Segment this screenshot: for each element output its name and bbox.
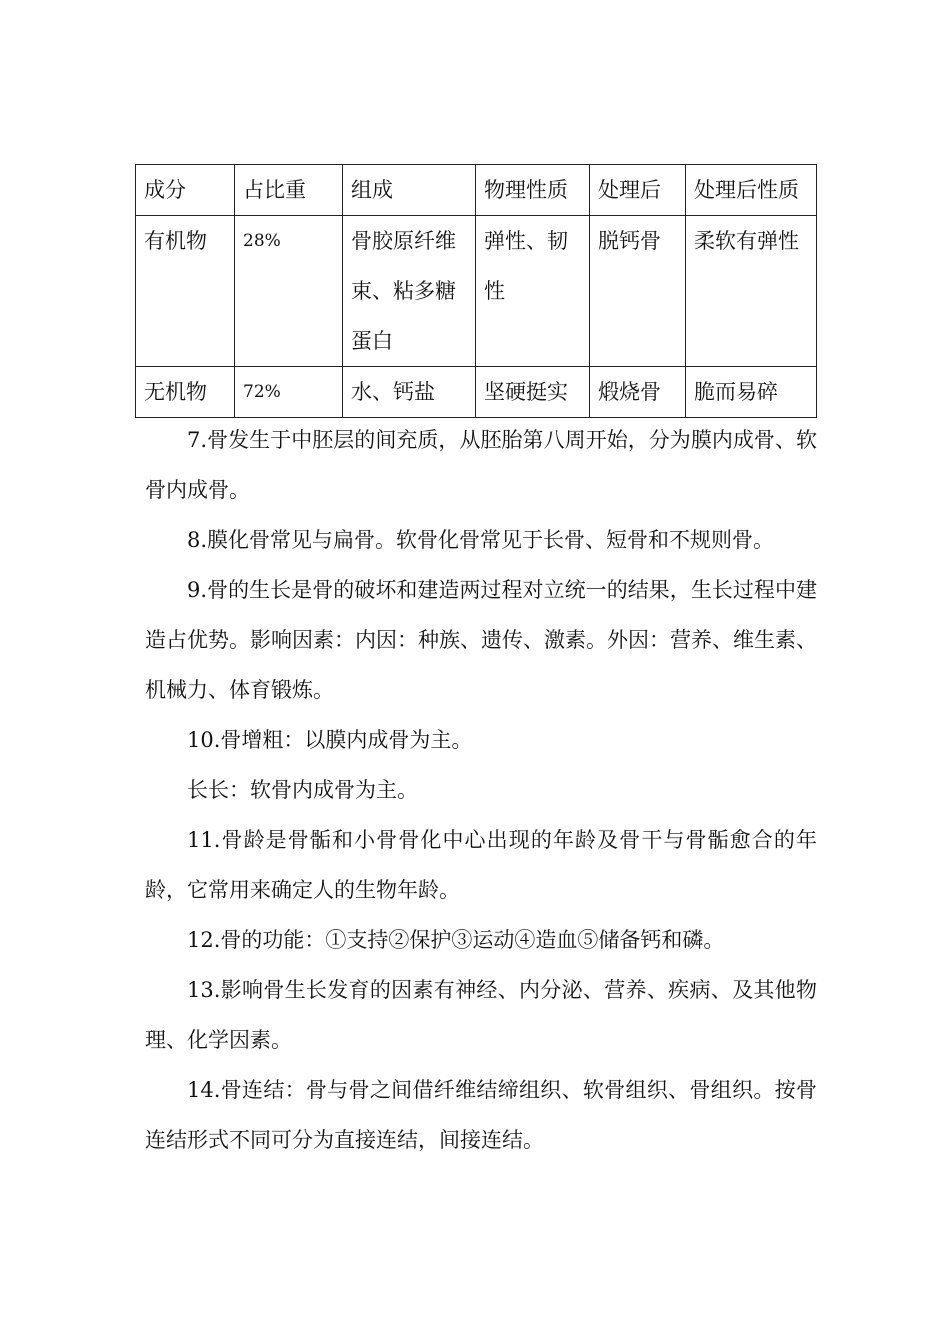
table-cell: 水、钙盐 xyxy=(343,367,476,418)
table-cell: 骨胶原纤维束、粘多糖蛋白 xyxy=(343,216,476,367)
table-cell: 脆而易碎 xyxy=(686,367,817,418)
paragraph: 8.膜化骨常见与扁骨。软骨化骨常见于长骨、短骨和不规则骨。 xyxy=(187,528,775,552)
table-header-cell: 处理后性质 xyxy=(686,165,817,216)
table-cell: 坚硬挺实 xyxy=(476,367,590,418)
table-cell: 柔软有弹性 xyxy=(686,216,817,367)
paragraph: 11.骨龄是骨骺和小骨骨化中心出现的年龄及骨干与骨骺愈合的年龄，它常用来确定人的生物年龄。 xyxy=(145,828,817,902)
paragraph: 7.骨发生于中胚层的间充质，从胚胎第八周开始，分为膜内成骨、软骨内成骨。 xyxy=(145,428,817,502)
table-cell: 28% xyxy=(235,216,343,367)
bone-composition-table xyxy=(135,164,817,418)
table-cell: 煅烧骨 xyxy=(590,367,686,418)
paragraph: 12.骨的功能：①支持②保护③运动④造血⑤储备钙和磷。 xyxy=(187,928,725,952)
table-header-row xyxy=(136,165,817,216)
paragraph: 长长：软骨内成骨为主。 xyxy=(187,778,418,802)
table-row xyxy=(136,216,817,367)
table-row xyxy=(136,367,817,418)
table-cell: 72% xyxy=(235,367,343,418)
paragraph: 10.骨增粗：以膜内成骨为主。 xyxy=(187,728,473,752)
table-cell: 有机物 xyxy=(136,216,235,367)
table-header-cell: 成分 xyxy=(136,165,235,216)
table-header-cell: 组成 xyxy=(343,165,476,216)
table-cell: 弹性、韧性 xyxy=(476,216,590,367)
table-header-cell: 占比重 xyxy=(235,165,343,216)
table-header-cell: 处理后 xyxy=(590,165,686,216)
table-cell: 无机物 xyxy=(136,367,235,418)
paragraph: 9.骨的生长是骨的破坏和建造两过程对立统一的结果，生长过程中建造占优势。影响因素：内因：种族、遗传、激素。外因：营养、维生素、机械力、体育锻炼。 xyxy=(145,578,817,702)
paragraph: 14.骨连结：骨与骨之间借纤维结缔组织、软骨组织、骨组织。按骨连结形式不同可分为直接连结，间接连结。 xyxy=(145,1078,817,1152)
paragraph: 13.影响骨生长发育的因素有神经、内分泌、营养、疾病、及其他物理、化学因素。 xyxy=(145,978,817,1052)
body-text xyxy=(145,415,817,1165)
table-header-cell: 物理性质 xyxy=(476,165,590,216)
table-cell: 脱钙骨 xyxy=(590,216,686,367)
